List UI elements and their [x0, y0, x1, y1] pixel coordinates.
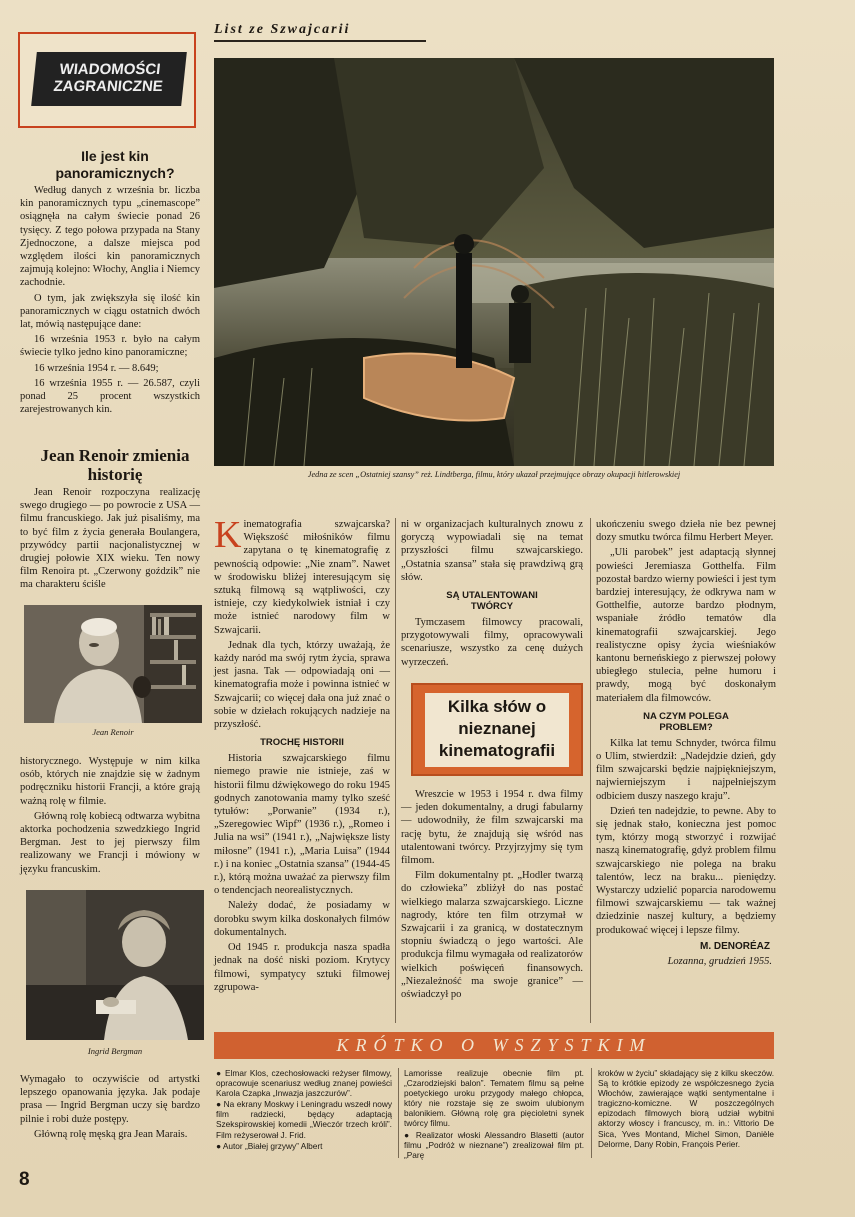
article1-paragraph: 16 września 1955 r. — 26.587, czyli ponad 25 procent wszystkich zarejestrowanych kin.	[20, 377, 200, 416]
ingrid-bergman-photo	[26, 890, 204, 1040]
letter-paragraph: Tymczasem filmowcy pracowali, przygotowywali filmy, opracowywali scenariusze, wszystko za cenę dużych wyrzeczeń.	[401, 617, 583, 668]
film-scene-image	[214, 58, 774, 466]
jean-renoir-photo	[24, 605, 202, 723]
subheading-talented: SĄ UTALENTOWANI TWÓRCY	[446, 590, 538, 613]
article2-paragraph: Główną rolę męską gra Jean Marais.	[34, 1128, 188, 1140]
article1-body	[20, 184, 200, 418]
article1-paragraph: 16 września 1953 r. było na całym świecie tylko jedno kino panoramiczne;	[20, 334, 200, 359]
article2-body-mid	[20, 755, 200, 878]
letter-paragraph: ni w organizacjach kulturalnych znowu z goryczą wypowiadali się na temat przyszłości filmu szwajcarskiego. „Ostatnia szansa” stała się prawdziwą grą słów.	[401, 519, 583, 583]
letter-paragraph: inematografia szwajcarska? Większość miłośników filmu zapytana o tę kinematografię z pewnością odpowie: „Nie znam”. Nawet w środowisku bliżej interesującym się sztuką filmową są wątpliwości, czy istnieje, czy kiedykolwiek istniał i czy może istnieć narodowy film w Szwajcarii.	[214, 519, 390, 636]
renoir-image	[24, 605, 202, 723]
news-brief-column-2	[404, 1068, 584, 1161]
article1-paragraph: O tym, jak zwiększyła się ilość kin panoramicznych w ciągu ostatnich dwóch lat, mówią następujące dane:	[20, 292, 200, 331]
subheading-problem: NA CZYM POLEGA PROBLEM?	[643, 710, 729, 733]
article2-paragraph: historycznego. Występuje w nim kilka osób, których nie znajdzie się w żadnym podręczniku historii Francji, a które grają ważną rolę w filmie.	[20, 756, 200, 807]
main-photo-caption: Jedna ze scen „Ostatniej szansy” reż. Lindtberga, filmu, który ukazał przejmujące obrazy okupacji hitlerowskiej	[307, 470, 681, 479]
page-number: 8	[19, 1169, 30, 1190]
letter-paragraph: „Uli parobek” jest adaptacją słynnej powieści Jeremiasza Gotthelfa. Film pozostał bardzo wierny powieści i jest tym bardziej interesujący, że odkrywa nam w Gotthelfie, autorze bardzo płodnym, wspaniałe źródło tematów dla kinematografii szwajcarskiej. Jego realistyczne opisy życia wieśniaków kantonu berneńskiego z pierwszej połowy ubiegłego stulecia, pełne humoru i prawdy, mogą być doskonałym materiałem dla filmowców.	[596, 547, 776, 704]
article1-title: Ile jest kin panoramicznych?	[55, 148, 175, 181]
letter-paragraph: Historia szwajcarskiego filmu niemego prawie nie istnieje, zaś w historii filmu dźwiękowego do roku 1945 godnych zanotowania mamy tylko sześć tytułów: „Porwanie” (1934 r.), „Szeregowiec Wipf” (1936 r.), „Romeo i Julia na wsi” (1941 r.), „Największe listy miłosne” (1941 r.), „Maria Luisa” (1944 r.) i na koniec „Ostatnia szansa” (1944-45 r.), którą można uważać za pierwszy film o tendencjach neorealistycznych.	[214, 753, 390, 897]
news-item: ● Na ekrany Moskwy i Leningradu wszedł nowy film radziecki, będący adaptacją Szekspirowskiej komedii „Wieczór trzech króli”. Film reżyserował J. Frid.	[216, 1099, 392, 1140]
main-film-photo	[214, 58, 774, 466]
article2-body-bottom	[20, 1073, 200, 1143]
article2-paragraph: Jean Renoir rozpoczyna realizację swego drugiego — po powrocie z USA — filmu francuskiego. Jak już pisaliśmy, ma to być film z życia generała Boulangera, przywódcy partii nacjonalistycznej w drugiej połowie XIX wieku. Ten nowy film Renoira pt. „Czerwony goździk” nie ma charakteru ściśle	[20, 487, 200, 591]
letter-paragraph: Wreszcie w 1953 i 1954 r. dwa filmy — jeden dokumentalny, a drugi fabularny — udowodniły, że film szwajcarski ma rację bytu, że znajdują się wśród nas utalentowani twórcy. Przyjrzyjmy się tym filmom.	[401, 789, 583, 867]
drop-cap: K	[214, 514, 242, 556]
article2-paragraph: Główną rolę kobiecą odtwarza wybitna aktorka pochodzenia szwedzkiego Ingrid Bergman. Jest to jej pierwszy film realizowany we Francji i mówiony w języku francuskim.	[20, 810, 200, 875]
letter-paragraph: ukończeniu swego dzieła nie bez pewnej dozy smutku twórca filmu Herbert Meyer.	[596, 519, 776, 544]
subheading-history: TROCHĘ HISTORII	[260, 737, 344, 749]
header-rule	[214, 40, 426, 42]
news-brief-column-1	[216, 1068, 392, 1152]
section-header: List ze Szwajcarii	[214, 22, 351, 37]
author-signature: M. DENORÉAZ	[700, 940, 770, 952]
bergman-image	[26, 890, 204, 1040]
news-brief-column-3	[598, 1068, 774, 1150]
renoir-caption: Jean Renoir	[92, 727, 134, 737]
article1-paragraph: 16 września 1954 r. — 8.649;	[34, 362, 159, 374]
news-item: Lamorisse realizuje obecnie film pt. „Czarodziejski balon”. Tematem filmu są pełne poetyckiego uroku przygody małego chłopca, który nie rozstaje się ze swoim ulubionym balonikiem. Główną rolę gra pięcioletni synek twórcy filmu.	[404, 1068, 584, 1129]
letter-paragraph: Należy dodać, że posiadamy w dorobku swym kilka doskonałych filmów dokumentalnych.	[214, 900, 390, 938]
letter-intro	[214, 514, 390, 637]
letter-paragraph: Kilka lat temu Schnyder, twórca filmu o Ulim, stwierdził: „Nadejdzie dzień, gdy film szwajcarski będzie najpiękniejszym, najwierniejszym i najpełniejszym odbiciem duszy naszego kraju”.	[596, 737, 776, 802]
letter-paragraph: Jednak dla tych, którzy uważają, że każdy naród ma swój rytm życia, sprawa jest jasna. Tak — odpowiadają oni — kinematografia może i powinna istnieć w Szwajcarii; co więcej dała ona już znać o sobie w dziełach rokujących nadzieje na przyszłość.	[214, 639, 390, 731]
column-divider	[590, 518, 591, 1023]
news-item: ● Elmar Klos, czechosłowacki reżyser filmowy, opracowuje scenariusz według znanej powieści Karola Czapka „Inwazja jaszczurów”.	[216, 1068, 392, 1099]
dateline: Lozanna, grudzień 1955.	[667, 956, 772, 968]
section-logo	[18, 32, 196, 128]
article2-body-top	[20, 486, 200, 594]
letter-column-2-top	[401, 518, 583, 671]
letter-column-2-bottom	[401, 788, 583, 1003]
letter-column-3	[596, 518, 776, 968]
news-item: ● Autor „Białej grzywy” Albert	[216, 1140, 323, 1151]
column-divider	[398, 1068, 399, 1158]
bergman-caption: Ingrid Bergman	[87, 1046, 143, 1056]
letter-paragraph: Film dokumentalny pt. „Hodler twarzą do człowieka” zbliżył do nas postać wielkiego malarza szwajcarskiego. Liczne nagrody, które ten film otrzymał w Szwajcarii i za granicą, w dostatecznym stopniu świadczą o jego wartości. Ale produkcja filmu wymagała od realizatorów wielkich poświęceń finansowych. „Niezależność ma swoje granice” — oświadczył po	[401, 870, 583, 1001]
news-item: kroków w życiu” składający się z kilku skeczów. Są to krótkie epizody ze współczesnego życia Włochów, zawierające wątki sentymentalne i tragiczno-komiczne. W poszczególnych epizodach filmowych biorą udział wybitni aktorzy włoscy i francuscy, m. in.: Vittorio De Sica, Yves Montand, Michel Simon, Danièle Delorme, Dany Robin, François Perier.	[598, 1068, 774, 1149]
article1-paragraph: Według danych z września br. liczba kin panoramicznych typu „cinemascope” osiągnęła na całym świecie ponad 26 tysięcy. Z tego połowa przypada na Stany Zjednoczone, a dalsze miejsca pod względem ilości kin panoramicznych zajmują kolejno: Włochy, Anglia i Niemcy zachodnie.	[20, 185, 200, 289]
feature-title: Kilka słów o nieznanej kinematografii	[425, 693, 569, 767]
article2-title: Jean Renoir zmienia historię	[40, 446, 190, 484]
column-divider	[591, 1068, 592, 1158]
article2-paragraph: Wymagało to oczywiście od artystki lepszego opanowania języka. Jak podaje prasa — Ingrid Bergman uczy się bardzo pilnie i robi duże postępy.	[20, 1074, 200, 1125]
logo-text: WIADOMOŚCI ZAGRANICZNE	[31, 52, 187, 106]
letter-column-1	[214, 514, 390, 996]
letter-paragraph: Dzień ten nadejdzie, to pewne. Aby to się jednak stało, konieczna jest pomoc tym, którzy mogą stworzyć i rozwijać naszą kinematografię, gdyż problem filmu szwajcarskiego nie polega na braku talentów, lecz na braku... pieniędzy. Wystarczy udzielić poparcia narodowemu filmowi szwajcarskiemu — tak ważnej dziedzinie naszej kultury, a będziemy produkować więcej i lepsze filmy.	[596, 805, 776, 936]
news-brief-header: KRÓTKO O WSZYSTKIM	[214, 1032, 774, 1059]
feature-title-box	[411, 683, 583, 776]
news-item: ● Realizator włoski Alessandro Blasetti (autor filmu „Podróż w nieznane”) zrealizował film pt. „Parę	[404, 1129, 584, 1160]
letter-paragraph: Od 1945 r. produkcja nasza spadła jednak na dość niski poziom. Krytycy filmowi, sympatycy sztuki filmowej zgrupowa-	[214, 942, 390, 993]
column-divider	[395, 518, 396, 1023]
